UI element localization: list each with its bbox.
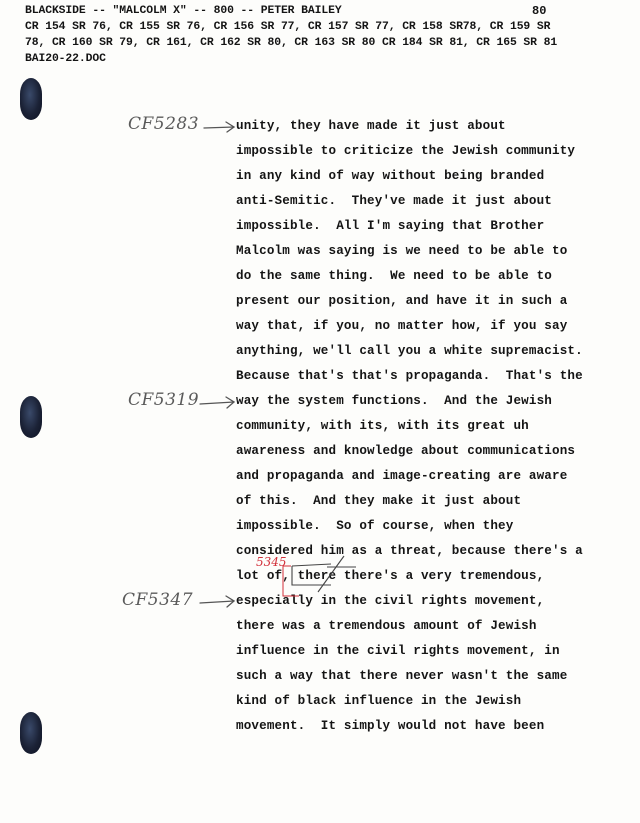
transcript-line: such a way that there never wasn't the same	[236, 669, 568, 683]
transcript-line: considered him as a threat, because there's a	[236, 544, 583, 558]
transcript-line: influence in the civil rights movement, in	[236, 644, 560, 658]
transcript-line: there was a tremendous amount of Jewish	[236, 619, 537, 633]
header-codes-line-1: CR 154 SR 76, CR 155 SR 76, CR 156 SR 77, CR 157 SR 77, CR 158 SR78, CR 159 SR	[25, 21, 551, 33]
header-filename: BAI20-22.DOC	[25, 53, 106, 65]
transcript-line: and propaganda and image-creating are aware	[236, 469, 568, 483]
transcript-line: do the same thing. We need to be able to	[236, 269, 553, 283]
binder-hole-bottom	[20, 712, 42, 754]
binder-hole-middle	[20, 396, 42, 438]
transcript-line: way that, if you, no matter how, if you say	[236, 319, 568, 333]
transcript-line: way the system functions. And the Jewish	[236, 394, 553, 408]
binder-hole-top	[20, 78, 42, 120]
transcript-line: Because that's that's propaganda. That's the	[236, 369, 583, 383]
transcript-line: movement. It simply would not have been	[236, 719, 545, 733]
transcript-line: present our position, and have it in such a	[236, 294, 568, 308]
transcript-line: community, with its, with its great uh	[236, 419, 529, 433]
transcript-line: anything, we'll call you a white supremacist.	[236, 344, 583, 358]
arrow-mark	[226, 596, 234, 607]
margin-note-cf5347: CF5347	[122, 590, 194, 610]
transcript-line: anti-Semitic. They've made it just about	[236, 194, 553, 208]
arrow-mark	[200, 601, 234, 603]
arrow-mark	[200, 402, 234, 404]
arrow-mark	[204, 127, 234, 128]
transcript-line: unity, they have made it just about	[236, 119, 506, 133]
transcript-line: Malcolm was saying is we need to be able to	[236, 244, 568, 258]
margin-note-red-5345: 5345	[256, 555, 287, 569]
transcript-line: awareness and knowledge about communications	[236, 444, 576, 458]
transcript-line: impossible to criticize the Jewish community	[236, 144, 576, 158]
margin-note-cf5319: CF5319	[128, 390, 200, 410]
transcript-line: lot of, there there's a very tremendous,	[236, 569, 545, 583]
transcript-line: impossible. All I'm saying that Brother	[236, 219, 545, 233]
header-title: BLACKSIDE -- "MALCOLM X" -- 800 -- PETER BAILEY	[25, 5, 342, 17]
margin-note-cf5283: CF5283	[128, 114, 200, 134]
page-number: 80	[532, 4, 547, 18]
bracket-mark	[292, 564, 331, 566]
arrow-mark	[226, 397, 234, 408]
transcript-line: of this. And they make it just about	[236, 494, 522, 508]
header-codes-line-2: 78, CR 160 SR 79, CR 161, CR 162 SR 80, CR 163 SR 80 CR 184 SR 81, CR 165 SR 81	[25, 37, 558, 49]
transcript-line: impossible. So of course, when they	[236, 519, 514, 533]
transcript-line: especially in the civil rights movement,	[236, 594, 545, 608]
transcript-line: in any kind of way without being branded	[236, 169, 545, 183]
arrow-mark	[226, 122, 234, 132]
transcript-line: kind of black influence in the Jewish	[236, 694, 522, 708]
